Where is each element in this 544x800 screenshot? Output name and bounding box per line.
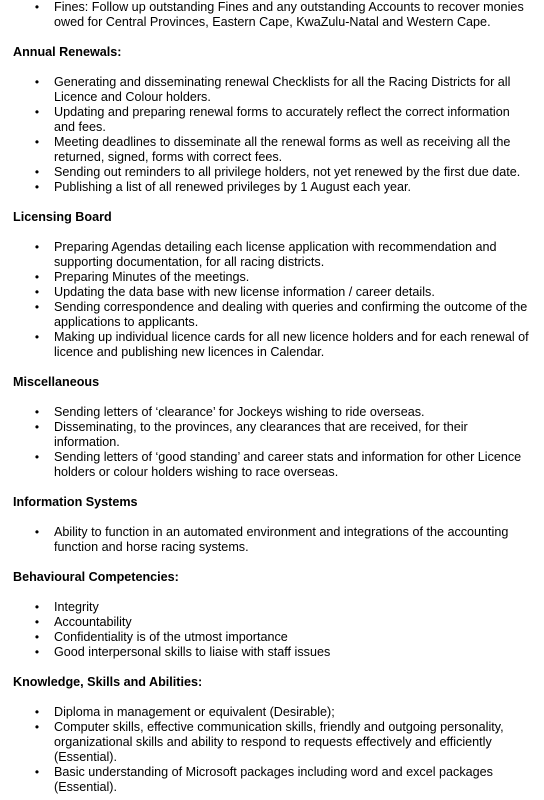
list-item-text: Updating and preparing renewal forms to accurately reflect the correct information and fees. <box>54 105 510 134</box>
bullet-icon: • <box>34 105 40 119</box>
spacer <box>13 690 530 705</box>
list-item <box>13 75 530 105</box>
list-item-text: Sending letters of ‘clearance’ for Jockeys wishing to ride overseas. <box>54 405 425 419</box>
list-item <box>13 285 530 300</box>
list-item-text: Integrity <box>54 600 99 614</box>
bullet-icon: • <box>34 765 40 779</box>
spacer <box>13 360 530 375</box>
bullet-icon: • <box>34 720 40 734</box>
bullet-icon: • <box>34 405 40 419</box>
list-item <box>13 615 530 630</box>
list-item <box>13 0 530 30</box>
spacer <box>13 510 530 525</box>
list-item-text: Confidentiality is of the utmost importance <box>54 630 288 644</box>
list-item-text: Fines: Follow up outstanding Fines and any outstanding Accounts to recover monies owed for Central Provinces, Eastern Cape, KwaZulu-Natal and Western Cape. <box>54 0 524 29</box>
list-item-text: Making up individual licence cards for all new licence holders and for each renewal of licence and publishing new licences in Calendar. <box>54 330 529 359</box>
bullet-icon: • <box>34 705 40 719</box>
bullet-icon: • <box>34 600 40 614</box>
list-item <box>13 525 530 555</box>
bullet-icon: • <box>34 450 40 464</box>
bullet-icon: • <box>34 270 40 284</box>
list-item <box>13 270 530 285</box>
list-item-text: Diploma in management or equivalent (Desirable); <box>54 705 335 719</box>
list-item-text: Computer skills, effective communication skills, friendly and outgoing personality, organizational skills and ability to respond to requests effectively and efficiently (Essential). <box>54 720 504 764</box>
list-item <box>13 135 530 165</box>
bullet-icon: • <box>34 615 40 629</box>
list-item <box>13 300 530 330</box>
list-item <box>13 180 530 195</box>
bullet-icon: • <box>34 0 40 14</box>
bullet-icon: • <box>34 165 40 179</box>
spacer <box>13 390 530 405</box>
spacer <box>13 225 530 240</box>
list-item-text: Publishing a list of all renewed privileges by 1 August each year. <box>54 180 412 194</box>
list-item-text: Updating the data base with new license information / career details. <box>54 285 435 299</box>
list-item-text: Basic understanding of Microsoft packages including word and excel packages (Essential). <box>54 765 493 794</box>
list-item <box>13 165 530 180</box>
list-item <box>13 765 530 795</box>
list-item <box>13 630 530 645</box>
spacer <box>13 555 530 570</box>
bullet-icon: • <box>34 330 40 344</box>
intro-list <box>13 0 530 30</box>
list-item-text: Sending letters of ‘good standing’ and career stats and information for other Licence holders or colour holders wishing to race overseas. <box>54 450 522 479</box>
bullet-icon: • <box>34 525 40 539</box>
bullet-icon: • <box>34 645 40 659</box>
list-item <box>13 330 530 360</box>
list-item <box>13 105 530 135</box>
list-item <box>13 420 530 450</box>
list-item <box>13 600 530 615</box>
list-item <box>13 705 530 720</box>
list-item-text: Accountability <box>54 615 132 629</box>
section-heading-licensing-board: Licensing Board <box>13 210 112 224</box>
information-systems-list <box>13 525 530 555</box>
bullet-icon: • <box>34 285 40 299</box>
list-item-text: Sending correspondence and dealing with queries and confirming the outcome of the applications to applicants. <box>54 300 528 329</box>
bullet-icon: • <box>34 240 40 254</box>
bullet-icon: • <box>34 75 40 89</box>
knowledge-skills-abilities-list <box>13 705 530 795</box>
bullet-icon: • <box>34 135 40 149</box>
spacer <box>13 195 530 210</box>
section-heading-miscellaneous: Miscellaneous <box>13 375 100 389</box>
spacer <box>13 30 530 45</box>
list-item-text: Preparing Minutes of the meetings. <box>54 270 250 284</box>
list-item <box>13 240 530 270</box>
list-item <box>13 720 530 765</box>
list-item-text: Ability to function in an automated environment and integrations of the accounting function and horse racing systems. <box>54 525 509 554</box>
spacer <box>13 60 530 75</box>
bullet-icon: • <box>34 630 40 644</box>
list-item-text: Good interpersonal skills to liaise with staff issues <box>54 645 331 659</box>
section-heading-behavioural-competencies: Behavioural Competencies: <box>13 570 179 584</box>
behavioural-competencies-list <box>13 600 530 660</box>
section-heading-knowledge-skills-abilities: Knowledge, Skills and Abilities: <box>13 675 203 689</box>
bullet-icon: • <box>34 420 40 434</box>
spacer <box>13 480 530 495</box>
annual-renewals-list <box>13 75 530 195</box>
section-heading-information-systems: Information Systems <box>13 495 138 509</box>
list-item <box>13 645 530 660</box>
list-item-text: Disseminating, to the provinces, any clearances that are received, for their information. <box>54 420 468 449</box>
list-item <box>13 405 530 420</box>
spacer <box>13 585 530 600</box>
bullet-icon: • <box>34 180 40 194</box>
miscellaneous-list <box>13 405 530 480</box>
list-item-text: Preparing Agendas detailing each license application with recommendation and supporting documentation, for all racing districts. <box>54 240 497 269</box>
section-heading-annual-renewals: Annual Renewals: <box>13 45 122 59</box>
licensing-board-list <box>13 240 530 360</box>
list-item-text: Generating and disseminating renewal Checklists for all the Racing Districts for all Licence and Colour holders. <box>54 75 511 104</box>
list-item-text: Meeting deadlines to disseminate all the renewal forms as well as receiving all the returned, signed, forms with correct fees. <box>54 135 511 164</box>
spacer <box>13 660 530 675</box>
bullet-icon: • <box>34 300 40 314</box>
list-item-text: Sending out reminders to all privilege holders, not yet renewed by the first due date. <box>54 165 521 179</box>
list-item <box>13 450 530 480</box>
